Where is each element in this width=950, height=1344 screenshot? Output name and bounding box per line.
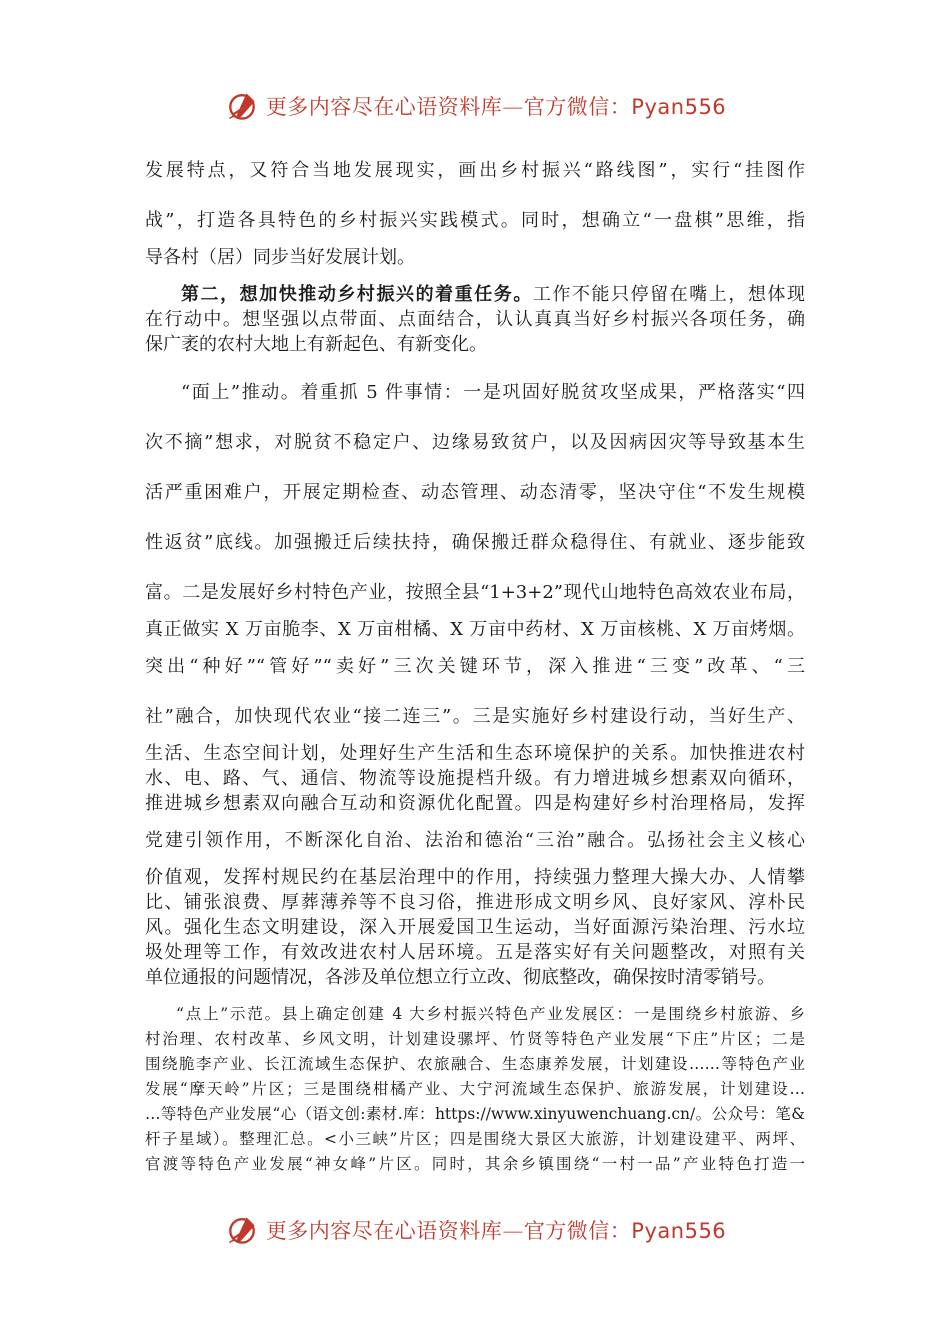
para4-line-6: 杆子星域）。整理汇总。<小三峡”片区；四是围绕大景区大旅游，计划建设建平、两坪、 [145, 1130, 805, 1148]
banner-text: 更多内容尽在心语资料库—官方微信：Pyan556 [265, 1219, 727, 1243]
para3-line-14: 比、铺张浪费、厚葬薄养等不良习俗，推进形成文明乡风、良好家风、淳朴民 [145, 892, 805, 913]
para3-line-3: 活严重困难户，开展定期检查、动态管理、动态清零，坚决守住“不发生规模 [145, 482, 805, 503]
para3-line-12: 党建引领作用，不断深化自治、法治和德治“三治”融合。弘扬社会主义核心 [145, 830, 805, 851]
para2-line-2: 在行动中。想坚强以点带面、点面结合，认认真真当好乡村振兴各项任务，确 [145, 309, 805, 330]
para3-line-11: 推进城乡想素双向融合互动和资源优化配置。四是构建好乡村治理格局，发挥 [145, 793, 805, 814]
para1-line-3: 导各村（居）同步当好发展计划。 [145, 247, 415, 268]
para4-line-1: “点上”示范。县上确定创建 4 大乡村振兴特色产业发展区：一是围绕乡村旅游、乡 [176, 1005, 805, 1023]
para4-line-4: 发展“摩天岭”片区；三是围绕柑橘产业、大宁河流域生态保护、旅游发展，计划建设… [145, 1080, 805, 1098]
para2-bold-lead: 第二，想加快推动乡村振兴的着重任务。 [181, 284, 533, 305]
para3-line-10: 水、电、路、气、通信、物流等设施提档升级。有力增进城乡想素双向循环， [145, 768, 805, 789]
para3-line-1: “面上”推动。着重抓 5 件事情：一是巩固好脱贫攻坚成果，严格落实“四 [181, 382, 805, 403]
para3-line-13: 价值观，发挥村规民约在基层治理中的作用，持续强力整理大操大办、人情攀 [145, 867, 805, 888]
para3-line-7: 突出“种好”“管好”“卖好”三次关键环节，深入推进“三变”改革、“三 [145, 656, 805, 677]
para4-line-2: 村治理、农村改革、乡风文明，计划建设骡坪、竹贤等特色产业发展“下庄”片区；二是 [145, 1030, 805, 1048]
para2-line-1-rest: 工作不能只停留在嘴上，想体现 [532, 284, 805, 305]
para3-line-8: 社”融合，加快现代农业“接二连三”。三是实施好乡村建设行动，当好生产、 [145, 706, 805, 727]
para1-line-1: 发展特点，又符合当地发展现实，画出乡村振兴“路线图”，实行“挂图作 [145, 160, 805, 181]
para2-line-1 [145, 284, 805, 306]
para3-line-5: 富。二是发展好乡村特色产业，按照全县“1+3+2”现代山地特色高效农业布局， [145, 582, 805, 603]
para3-line-2: 次不摘”想求，对脱贫不稳定户、边缘易致贫户，以及因病因灾等导致基本生 [145, 432, 805, 453]
para3-line-15: 风。强化生态文明建设，深入开展爱国卫生运动，当好面源污染治理、污水垃 [145, 917, 805, 938]
para4-line-7: 官渡等特色产业发展“神女峰”片区。同时，其余乡镇围绕“一村一品”产业特色打造一 [145, 1155, 805, 1173]
para3-line-16: 圾处理等工作，有效改进农村人居环境。五是落实好有关问题整改，对照有关 [145, 942, 805, 963]
para2-line-3: 保广袤的农村大地上有新起色、有新变化。 [145, 334, 487, 355]
para1-line-2: 战”，打造各具特色的乡村振兴实践模式。同时，想确立“一盘棋”思维，指 [145, 210, 805, 231]
para4-line-3: 围绕脆李产业、长江流域生态保护、农旅融合、生态康养发展，计划建设……等特色产业 [145, 1055, 805, 1073]
para3-line-17: 单位通报的问题情况，各涉及单位想立行立改、彻底整改，确保按时清零销号。 [145, 967, 775, 988]
para3-line-9: 生活、生态空间计划，处理好生产生活和生态环境保护的关系。加快推进农村 [145, 743, 805, 764]
para4-line-5: …等特色产业发展“心（语文创:素材.库：https://www.xinyuwenchuang.cn/。公众号：笔& [145, 1105, 805, 1123]
footer-watermark-banner [0, 1208, 950, 1252]
banner-text: 更多内容尽在心语资料库—官方微信：Pyan556 [265, 95, 727, 119]
para3-line-4: 性返贫”底线。加强搬迁后续扶持，确保搬迁群众稳得住、有就业、逐步能致 [145, 532, 805, 553]
para3-line-6: 真正做实 X 万亩脆李、X 万亩柑橘、X 万亩中药材、X 万亩核桃、X 万亩烤烟。 [145, 619, 805, 640]
pen-swirl-logo-icon [224, 1212, 260, 1248]
